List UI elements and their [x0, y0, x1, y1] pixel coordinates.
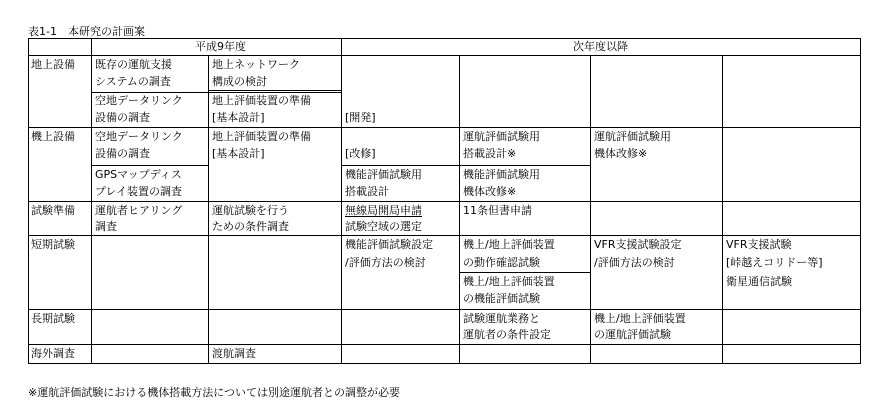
- divider: [29, 235, 860, 236]
- footnote: ※運航評価試験における機体搭載方法については別途運航者との調整が必要: [28, 386, 400, 399]
- header-year-next: 次年度以降: [573, 40, 628, 53]
- cell-prep-h9c-2: 試験空域の選定: [345, 220, 422, 233]
- cell-onboard2-n1-2: 機体改修※: [463, 185, 517, 198]
- cell-long-n1-1: 試験運航業務と: [463, 312, 540, 325]
- cell-short-n2-2: /評価方法の検討: [594, 256, 675, 269]
- cell-short-h9c-2: /評価方法の検討: [345, 256, 426, 269]
- divider: [29, 201, 860, 202]
- cell-ground-h9b-1: 地上ネットワーク: [212, 58, 300, 71]
- cell-short-h9c-1: 機能評価試験設定: [345, 238, 433, 251]
- cell-onboard2-h9a-2: プレイ装置の調査: [95, 185, 183, 198]
- table-caption: 表1-1 本研究の計画案: [28, 25, 145, 38]
- plan-table: [28, 38, 861, 364]
- cell-prep-h9c-1: 無線局開局申請: [345, 204, 422, 217]
- cell-onboard-n2-1: 運航評価試験用: [594, 130, 671, 143]
- cell-onboard2-n1-1: 機能評価試験用: [463, 168, 540, 181]
- cell-prep-h9a-1: 運航者ヒアリング: [95, 204, 183, 217]
- cell-overseas-h9b: 渡航調査: [212, 347, 256, 360]
- cell-ground2-h9b-1: 地上評価装置の準備: [212, 94, 311, 107]
- cell-ground2-h9a-2: 設備の調査: [95, 111, 150, 124]
- cell-prep-h9b-2: ための条件調査: [212, 220, 289, 233]
- divider: [29, 309, 860, 310]
- cell-ground2-h9a-1: 空地データリンク: [95, 94, 183, 107]
- cell-onboard-h9a-2: 設備の調査: [95, 147, 150, 160]
- row-label-ground: 地上設備: [31, 58, 75, 71]
- cell-short-n3-2: [峠越えコリドー等]: [726, 256, 823, 269]
- cell-onboard2-h9a-1: GPSマップディス: [95, 168, 182, 181]
- header-year-h9: 平成9年度: [195, 40, 246, 53]
- cell-short-n1-1: 機上/地上評価装置: [463, 238, 555, 251]
- cell-short2-n1-1: 機上/地上評価装置: [463, 275, 555, 288]
- cell-short2-n1-2: の機能評価試験: [463, 292, 540, 305]
- cell-long-n2-2: の運航評価試験: [594, 328, 671, 341]
- cell-onboard-h9b-1: 地上評価装置の準備: [212, 130, 311, 143]
- cell-prep-h9b-1: 運航試験を行う: [212, 204, 289, 217]
- cell-short-n2-1: VFR支援試験設定: [594, 238, 682, 251]
- row-label-long: 長期試験: [31, 312, 75, 325]
- cell-onboard2-h9c-1: 機能評価試験用: [345, 168, 422, 181]
- cell-short-n1-2: の動作確認試験: [463, 256, 540, 269]
- cell-long-n1-2: 運航者の条件設定: [463, 328, 551, 341]
- cell-short2-n3: 衛星通信試験: [726, 275, 792, 288]
- divider: [91, 165, 208, 166]
- cell-long-n2-1: 機上/地上評価装置: [594, 312, 686, 325]
- cell-ground-h9a-1: 既存の運航支援: [95, 58, 172, 71]
- cell-onboard2-h9c-2: 搭載設計: [345, 185, 389, 198]
- row-label-short: 短期試験: [31, 238, 75, 251]
- divider: [459, 272, 590, 273]
- cell-short-n3-1: VFR支援試験: [726, 238, 792, 251]
- cell-prep-n1: 11条但書申請: [463, 204, 532, 217]
- divider: [341, 165, 591, 166]
- cell-onboard-n1-1: 運航評価試験用: [463, 130, 540, 143]
- row-label-prep: 試験準備: [31, 204, 75, 217]
- divider: [459, 56, 460, 364]
- divider: [29, 55, 860, 56]
- cell-ground-h9a-2: システムの調査: [95, 75, 171, 88]
- cell-onboard-h9a-1: 空地データリンク: [95, 130, 183, 143]
- cell-ground2-h9b-2: [基本設計]: [212, 111, 265, 124]
- divider: [91, 92, 341, 93]
- divider: [722, 56, 723, 364]
- cell-onboard-n2-2: 機体改修※: [594, 147, 648, 160]
- row-label-onboard: 機上設備: [31, 130, 75, 143]
- row-label-overseas: 海外調査: [31, 347, 75, 360]
- cell-onboard-h9c: [改修]: [345, 147, 376, 160]
- cell-ground-h9b-2: 構成の検討: [212, 75, 267, 88]
- divider: [208, 56, 209, 364]
- cell-prep-h9a-2: 調査: [95, 220, 117, 233]
- divider: [590, 56, 591, 364]
- cell-ground2-h9c: [開発]: [345, 111, 376, 124]
- cell-onboard-n1-2: 搭載設計※: [463, 147, 517, 160]
- divider: [209, 90, 341, 91]
- cell-onboard-h9b-2: [基本設計]: [212, 147, 265, 160]
- divider: [29, 127, 860, 128]
- divider: [29, 344, 860, 345]
